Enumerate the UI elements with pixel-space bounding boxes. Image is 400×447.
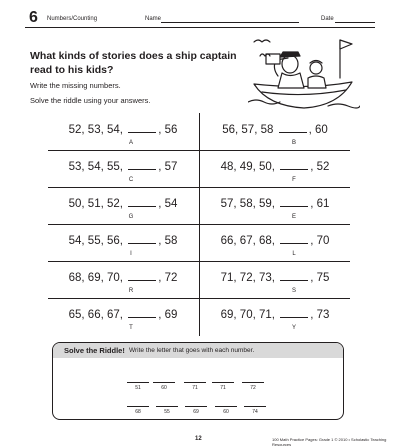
answer-blank[interactable] bbox=[128, 233, 156, 244]
sequence-start: 69, 70, 71, bbox=[220, 309, 275, 321]
footer-credit: 100 Math Practice Pages: Grade 1 © 2010 • Scholastic Teaching Resources bbox=[272, 437, 387, 447]
answer-blank[interactable] bbox=[128, 122, 156, 133]
answer-letter: Y bbox=[291, 325, 296, 331]
answer-letter: T bbox=[129, 325, 133, 331]
sequence-start: 68, 69, 70, bbox=[68, 272, 123, 284]
riddle-slot[interactable] bbox=[215, 396, 237, 415]
date-label: Date bbox=[321, 16, 334, 22]
answer-blank[interactable] bbox=[128, 196, 156, 207]
riddle-slot-number: 72 bbox=[250, 385, 256, 391]
problem-a bbox=[48, 113, 198, 150]
problem-e bbox=[200, 187, 350, 224]
answer-blank[interactable] bbox=[280, 270, 308, 281]
sequence-start: 66, 67, 68, bbox=[220, 235, 275, 247]
answer-blank[interactable] bbox=[128, 270, 156, 281]
riddle-slot[interactable] bbox=[212, 372, 234, 391]
riddle-header bbox=[53, 343, 343, 358]
sequence-start: 52, 53, 54, bbox=[68, 124, 123, 136]
riddle-slot[interactable] bbox=[185, 396, 207, 415]
number-sequence-grid bbox=[48, 113, 350, 336]
sequence-end: , 52 bbox=[310, 161, 330, 173]
answer-blank[interactable] bbox=[280, 159, 308, 170]
answer-letter: R bbox=[128, 288, 134, 294]
problem-g bbox=[48, 187, 198, 224]
riddle-slot-number: 68 bbox=[135, 409, 141, 415]
answer-letter: G bbox=[128, 214, 134, 220]
riddle-slot[interactable] bbox=[184, 372, 206, 391]
riddle-slot-number: 60 bbox=[223, 409, 229, 415]
name-field[interactable] bbox=[161, 22, 299, 23]
topic-label: Numbers/Counting bbox=[47, 16, 98, 22]
sequence-end: , 73 bbox=[310, 309, 330, 321]
sequence-end: , 54 bbox=[158, 198, 178, 210]
date-field[interactable] bbox=[335, 22, 375, 23]
ship-captain-illustration bbox=[248, 32, 360, 116]
riddle-slot-number: 60 bbox=[161, 385, 167, 391]
answer-letter: I bbox=[130, 251, 132, 257]
answer-blank[interactable] bbox=[280, 196, 308, 207]
sequence-start: 50, 51, 52, bbox=[68, 198, 123, 210]
problem-i bbox=[48, 224, 198, 261]
answer-letter: L bbox=[292, 251, 296, 257]
sequence-start: 71, 72, 73, bbox=[220, 272, 275, 284]
sequence-end: , 75 bbox=[310, 272, 330, 284]
riddle-slot-number: 51 bbox=[135, 385, 141, 391]
answer-blank[interactable] bbox=[128, 159, 156, 170]
answer-blank[interactable] bbox=[128, 307, 156, 318]
answer-letter: C bbox=[128, 177, 134, 183]
problem-c bbox=[48, 150, 198, 187]
sequence-end: , 58 bbox=[158, 235, 178, 247]
instruction-line-2: Solve the riddle using your answers. bbox=[30, 96, 151, 105]
answer-blank[interactable] bbox=[280, 307, 308, 318]
sequence-end: , 61 bbox=[310, 198, 330, 210]
sequence-start: 54, 55, 56, bbox=[68, 235, 123, 247]
sequence-start: 56, 57, 58 bbox=[222, 124, 274, 136]
sequence-start: 48, 49, 50, bbox=[220, 161, 275, 173]
sequence-end: , 69 bbox=[158, 309, 178, 321]
sequence-end: , 57 bbox=[158, 161, 178, 173]
answer-blank[interactable] bbox=[280, 233, 308, 244]
instruction-line-1: Write the missing numbers. bbox=[30, 81, 121, 90]
problem-s bbox=[200, 261, 350, 298]
header-divider bbox=[25, 27, 375, 28]
sequence-end: , 60 bbox=[308, 124, 328, 136]
riddle-question: What kinds of stories does a ship captain read to his kids? bbox=[30, 50, 237, 76]
sequence-start: 65, 66, 67, bbox=[68, 309, 123, 321]
answer-letter: F bbox=[292, 177, 296, 183]
riddle-slot[interactable] bbox=[242, 372, 264, 391]
riddle-slot[interactable] bbox=[127, 372, 149, 391]
problem-t bbox=[48, 298, 198, 335]
problem-l bbox=[200, 224, 350, 261]
answer-letter: S bbox=[291, 288, 296, 294]
page-number: 6 bbox=[29, 9, 38, 26]
answer-letter: E bbox=[291, 214, 296, 220]
riddle-instruction: Write the letter that goes with each number. bbox=[129, 347, 255, 354]
riddle-slot[interactable] bbox=[156, 396, 178, 415]
problem-b bbox=[200, 113, 350, 150]
sequence-end: , 70 bbox=[310, 235, 330, 247]
sequence-end: , 56 bbox=[158, 124, 178, 136]
solve-riddle-box bbox=[52, 342, 344, 420]
riddle-slot-number: 71 bbox=[192, 385, 198, 391]
footer-page-number: 12 bbox=[195, 436, 202, 442]
problem-r bbox=[48, 261, 198, 298]
riddle-slot-number: 74 bbox=[252, 409, 258, 415]
problem-f bbox=[200, 150, 350, 187]
riddle-slot-number: 71 bbox=[220, 385, 226, 391]
riddle-slot[interactable] bbox=[153, 372, 175, 391]
problem-y bbox=[200, 298, 350, 335]
answer-letter: B bbox=[291, 140, 296, 146]
sequence-end: , 72 bbox=[158, 272, 178, 284]
sequence-start: 57, 58, 59, bbox=[220, 198, 275, 210]
riddle-slot[interactable] bbox=[127, 396, 149, 415]
riddle-slot[interactable] bbox=[244, 396, 266, 415]
answer-letter: A bbox=[128, 140, 133, 146]
sequence-start: 53, 54, 55, bbox=[68, 161, 123, 173]
riddle-slot-number: 69 bbox=[193, 409, 199, 415]
answer-blank[interactable] bbox=[279, 122, 307, 133]
page-header bbox=[25, 7, 375, 29]
name-label: Name bbox=[145, 16, 162, 22]
riddle-title: Solve the Riddle! bbox=[64, 346, 125, 355]
riddle-slot-number: 55 bbox=[164, 409, 170, 415]
